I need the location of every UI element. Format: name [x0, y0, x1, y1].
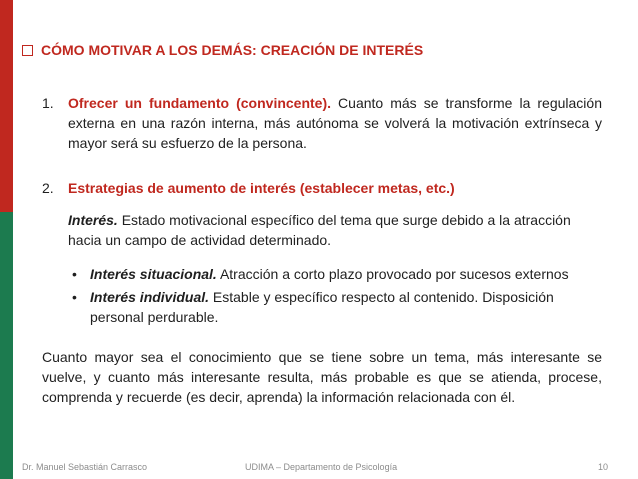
bullet-term: Interés individual.: [90, 289, 210, 305]
list-item-text: Cuanto más se transforme la regulación externa en una razón interna, más autónoma se volverá la motivación extrínseca y mayor será su esfuerzo de la persona.: [68, 95, 602, 151]
bullet-text: Atracción a corto plazo provocado por sucesos externos: [216, 266, 569, 282]
bullet-item-1: [72, 264, 602, 284]
list-item-2: [42, 178, 602, 198]
slide-title: [22, 42, 423, 58]
bullet-dot-icon: •: [72, 289, 77, 305]
list-item-heading: Ofrecer un fundamento (convincente).: [68, 95, 332, 111]
slide-title-text: CÓMO MOTIVAR A LOS DEMÁS: CREACIÓN DE INTERÉS: [41, 42, 424, 58]
definition-term: Interés.: [68, 212, 118, 228]
list-item-heading: Estrategias de aumento de interés (establecer metas, etc.): [68, 180, 455, 196]
definition-text: Estado motivacional específico del tema que surge debido a la atracción hacia un campo de actividad determinado.: [68, 212, 571, 248]
bullet-term: Interés situacional.: [90, 266, 217, 282]
page-number: 10: [597, 462, 608, 472]
side-bar-green: [0, 212, 13, 479]
interest-definition: [68, 210, 602, 250]
footer-institution: UDIMA – Departamento de Psicología: [245, 462, 398, 472]
checkbox-bullet-icon: [22, 45, 33, 56]
list-item-number: 2.: [42, 180, 54, 196]
bullet-text: Estable y específico respecto al contenido. Disposición personal perdurable.: [90, 289, 554, 325]
closing-paragraph: Cuanto mayor sea el conocimiento que se tiene sobre un tema, más interesante se vuelve, y cuanto más interesante resulta, más probable es que se atienda, procese, comprenda y recuerde (es decir, aprenda) la información relacionada con él.: [42, 349, 602, 405]
list-item-number: 1.: [42, 95, 54, 111]
bullet-item-2: [72, 287, 602, 327]
list-item-1: [42, 93, 602, 153]
side-bar-red: [0, 0, 13, 212]
footer-author: Dr. Manuel Sebastián Carrasco: [22, 462, 148, 472]
bullet-dot-icon: •: [72, 266, 77, 282]
